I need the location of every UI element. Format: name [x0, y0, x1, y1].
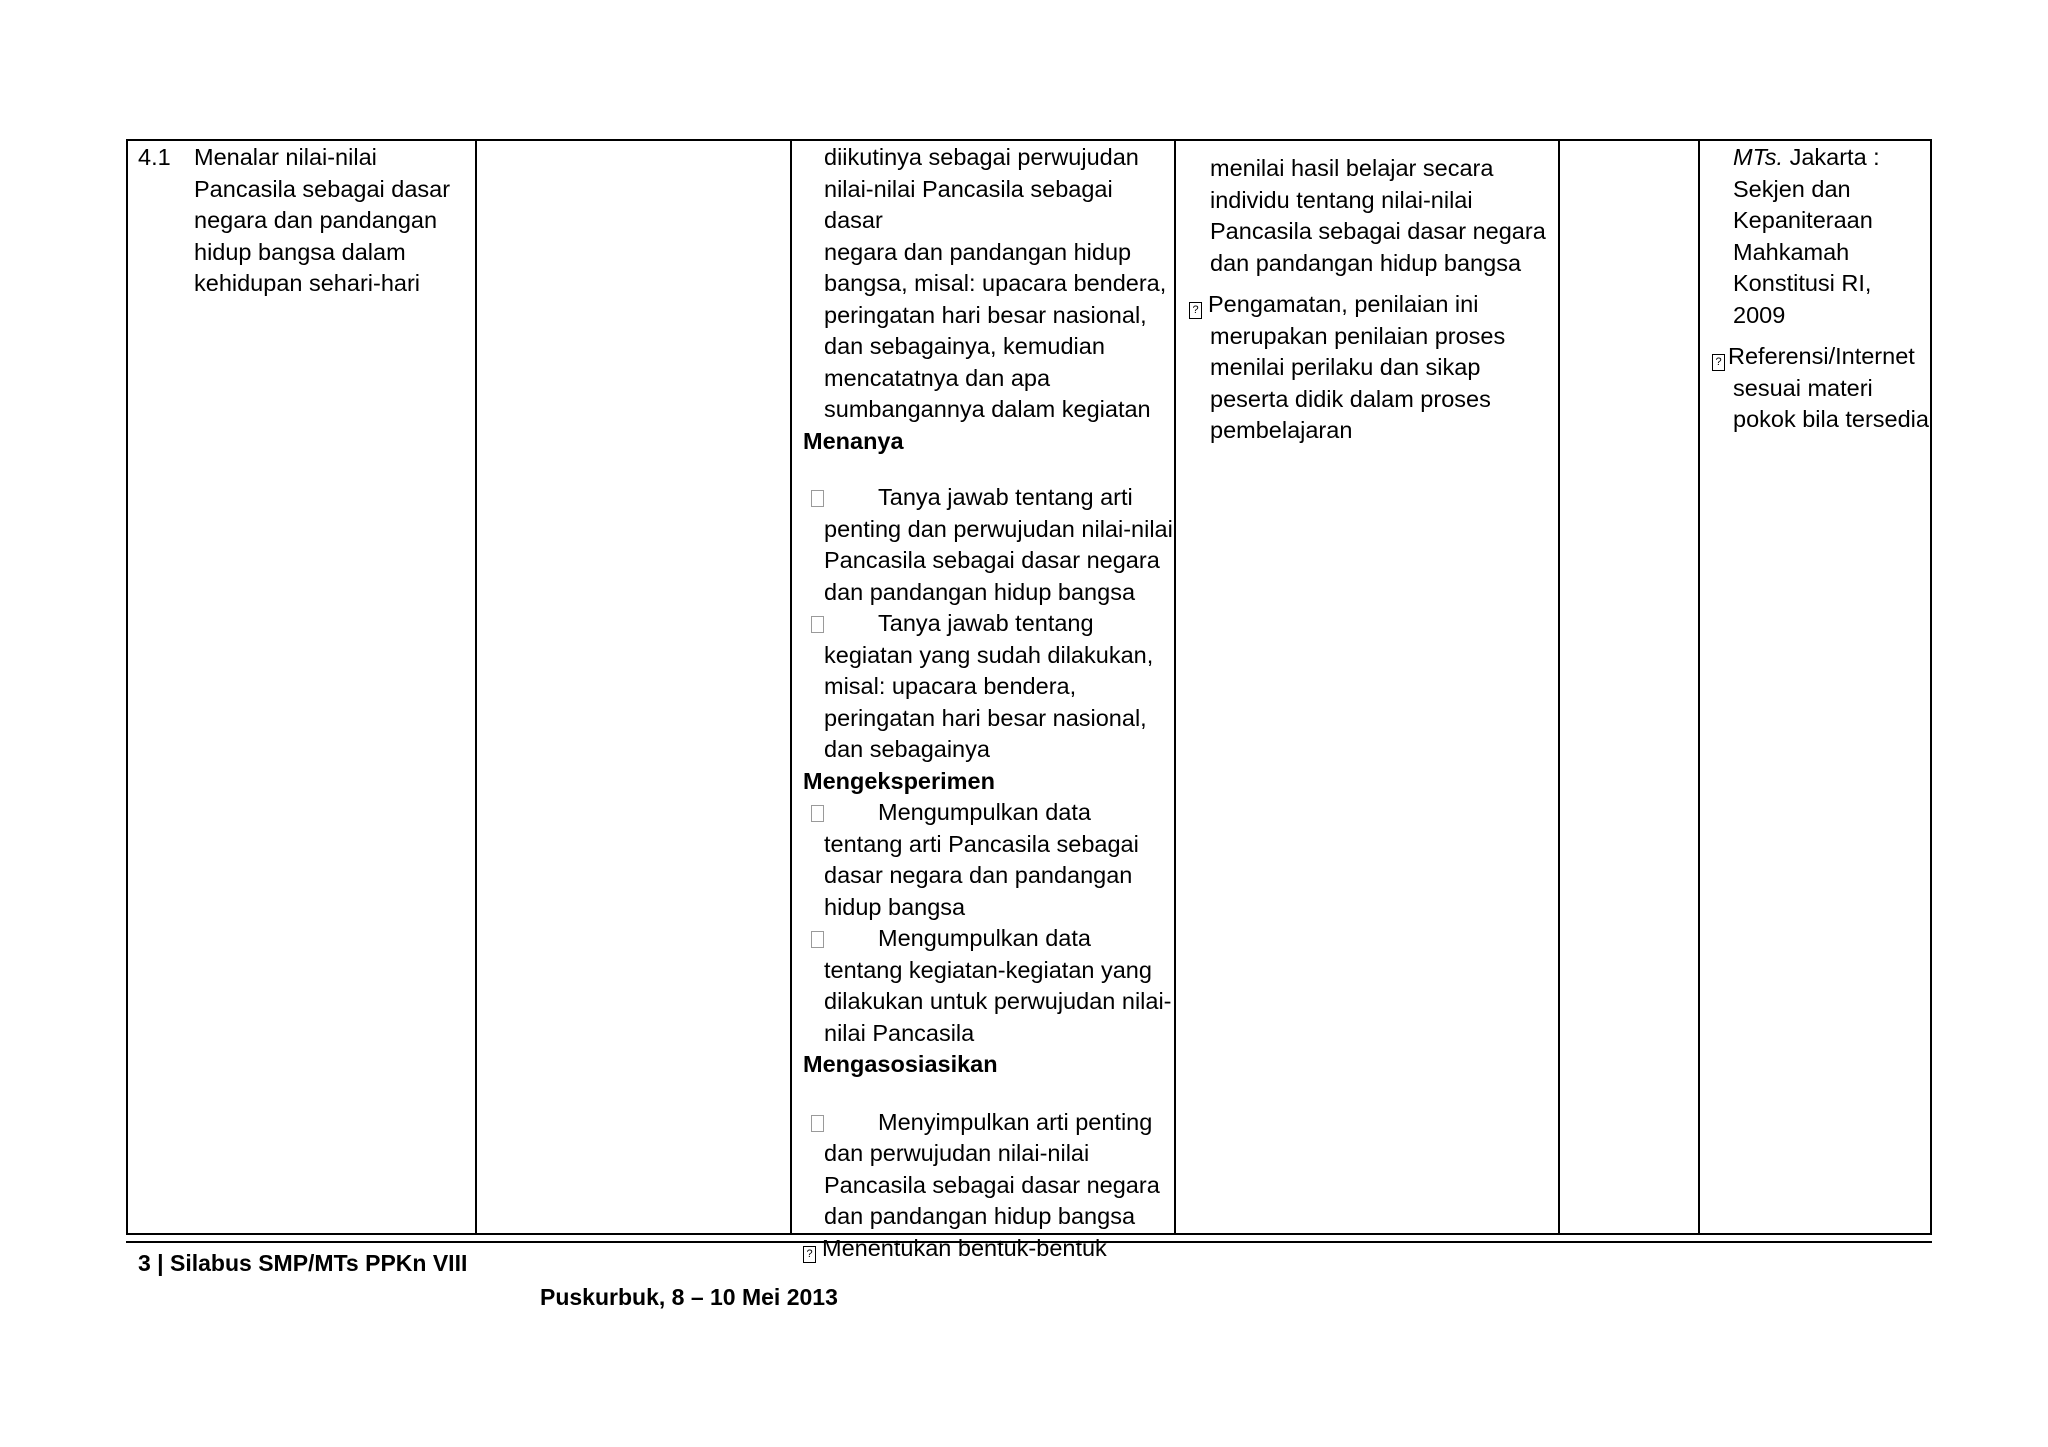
activity-line: penting dan perwujudan nilai-nilai: [824, 515, 1173, 542]
bullet-box-icon: [811, 805, 824, 822]
activity-line: hidup bangsa: [824, 893, 966, 920]
source-mts: MTs.: [1733, 144, 1784, 170]
table-border-left: [126, 139, 128, 1235]
assessment-line: merupakan penilaian proses: [1210, 322, 1506, 349]
activity-line: tentang arti Pancasila sebagai: [824, 830, 1139, 857]
activity-line: peringatan hari besar nasional,: [824, 301, 1147, 328]
activity-line: dan pandangan hidup bangsa: [824, 578, 1136, 605]
activity-line: dasar negara dan pandangan: [824, 862, 1133, 888]
menanya-heading: Menanya: [803, 427, 904, 454]
column-divider-3: [1174, 139, 1176, 1233]
activity-line: Pancasila sebagai dasar negara: [824, 547, 1160, 573]
source-jakarta: Jakarta :: [1783, 144, 1880, 170]
activity-line: dan perwujudan nilai-nilai: [824, 1140, 1090, 1166]
competency-line: Menalar nilai-nilai: [194, 144, 377, 170]
bullet-box-icon: [811, 931, 824, 948]
competency-line: Pancasila sebagai dasar: [194, 175, 451, 202]
activity-item-first: Menyimpulkan arti penting: [878, 1108, 1153, 1135]
assessment-line: peserta didik dalam proses: [1210, 385, 1491, 412]
activity-line: sumbangannya dalam kegiatan: [824, 396, 1151, 422]
source-line: Mahkamah: [1733, 238, 1850, 265]
column-divider-4: [1558, 139, 1560, 1233]
competency-cell: [138, 142, 468, 300]
assessment-line: menilai hasil belajar secara: [1210, 155, 1494, 181]
source-line: sesuai materi: [1733, 374, 1873, 401]
mengasosiasikan-heading: Mengasosiasikan: [803, 1051, 998, 1077]
footer-page-info: 3 | Silabus SMP/MTs PPKn VIII: [138, 1250, 468, 1276]
activity-line: misal: upacara bendera,: [824, 673, 1077, 699]
activity-line: diikutinya sebagai perwujudan: [824, 144, 1139, 170]
column-divider-1: [475, 139, 477, 1233]
missing-glyph-icon: ?: [1189, 302, 1202, 319]
competency-line: hidup bangsa dalam: [194, 238, 406, 265]
footer-rule: [126, 1241, 1932, 1243]
bullet-box-icon: [811, 490, 824, 507]
assessment-line: menilai perilaku dan sikap: [1210, 354, 1481, 380]
assessment-line: dan pandangan hidup bangsa: [1210, 249, 1522, 276]
column-divider-2: [790, 139, 792, 1233]
missing-glyph-icon: ?: [803, 1246, 816, 1263]
activity-line: bangsa, misal: upacara bendera,: [824, 270, 1167, 296]
activity-line: mencatatnya dan apa: [824, 364, 1051, 391]
activity-line: tentang kegiatan-kegiatan yang: [824, 956, 1152, 983]
mengeksperimen-heading: Mengeksperimen: [803, 767, 995, 794]
missing-glyph-icon: ?: [1712, 354, 1725, 371]
assessment-line: individu tentang nilai-nilai: [1210, 186, 1473, 213]
assessment-line: Pancasila sebagai dasar negara: [1210, 218, 1546, 244]
activity-item-first: Menentukan bentuk-bentuk: [822, 1234, 1107, 1261]
learning-sources-cell: [1712, 142, 1930, 436]
assessment-line: pembelajaran: [1210, 417, 1353, 443]
activity-line: dan pandangan hidup bangsa: [824, 1203, 1136, 1229]
learning-activities-cell: [803, 142, 1173, 1264]
competency-line: negara dan pandangan: [194, 207, 438, 233]
footer-event-info: Puskurbuk, 8 – 10 Mei 2013: [540, 1284, 838, 1310]
activity-line: dan sebagainya, kemudian: [824, 333, 1105, 359]
source-line: pokok bila tersedia: [1733, 406, 1929, 432]
bullet-box-icon: [811, 616, 824, 633]
source-line: Konstitusi RI, 2009: [1733, 270, 1872, 328]
activity-line: dan sebagainya: [824, 736, 990, 762]
activity-line: peringatan hari besar nasional,: [824, 704, 1147, 731]
column-divider-5: [1698, 139, 1700, 1233]
assessment-bullet-first: Pengamatan, penilaian ini: [1208, 291, 1479, 317]
activity-item-first: Mengumpulkan data: [878, 925, 1091, 951]
activity-line: nilai Pancasila: [824, 1019, 975, 1046]
competency-line: kehidupan sehari-hari: [194, 270, 421, 296]
bullet-box-icon: [811, 1115, 824, 1132]
competency-number: 4.1: [138, 144, 171, 170]
activity-item-first: Mengumpulkan data: [878, 799, 1091, 825]
source-line: Sekjen dan: [1733, 175, 1851, 202]
activity-line: nilai-nilai Pancasila sebagai dasar: [824, 175, 1113, 233]
activity-line: dilakukan untuk perwujudan nilai-: [824, 988, 1172, 1014]
activity-line: kegiatan yang sudah dilakukan,: [824, 641, 1154, 668]
assessment-cell: [1189, 153, 1554, 447]
activity-item-first: Tanya jawab tentang arti: [878, 484, 1133, 510]
activity-item-first: Tanya jawab tentang: [878, 610, 1094, 636]
activity-line: Pancasila sebagai dasar negara: [824, 1171, 1160, 1198]
source-line: Kepaniteraan: [1733, 207, 1873, 233]
source-bullet-first: Referensi/Internet: [1728, 343, 1915, 369]
activity-line: negara dan pandangan hidup: [824, 238, 1132, 265]
